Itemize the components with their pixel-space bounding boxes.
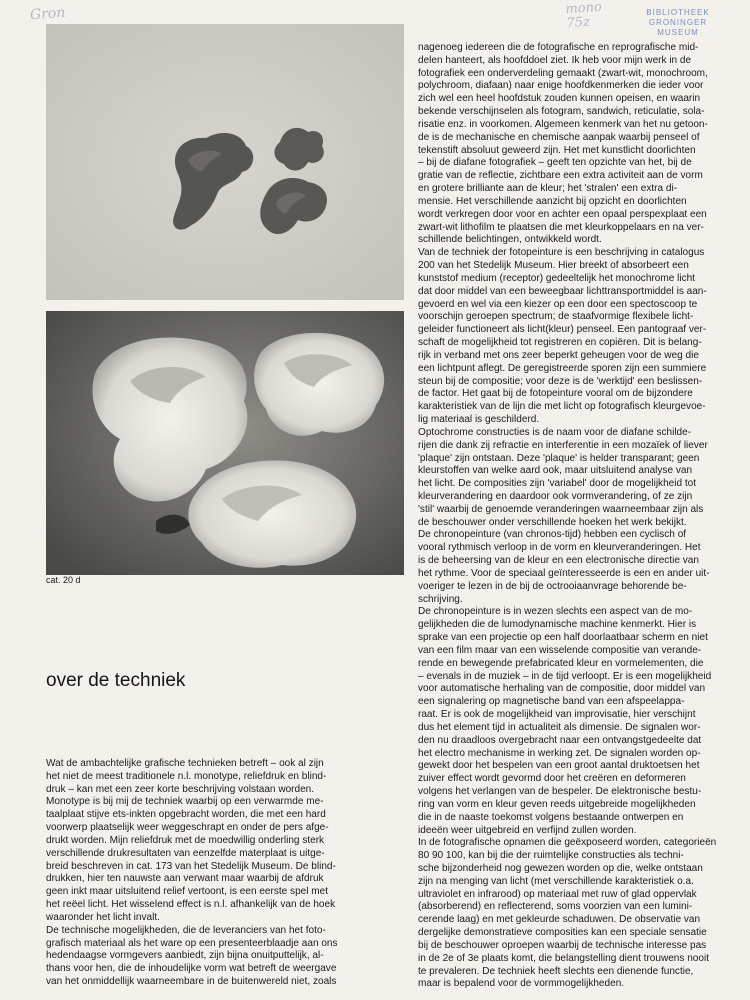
text-line: taalplaat stijve ets-inkten opgebracht worden, die met een hard — [46, 809, 326, 821]
text-line: is de beheersing van de kleur en een electronische directie van — [418, 555, 699, 567]
text-line: schaft de mogelijkheid tot registreren en copiëren. Dit is belang- — [418, 337, 702, 349]
text-line: lig materiaal is geschilderd. — [418, 414, 540, 426]
text-line: rende en bewegende prefabricated kleur en vormelementen, die — [418, 657, 704, 669]
text-line: ideeën weer uitgebreid en verfijnd zullen worden. — [418, 824, 637, 836]
text-line: – evenals in de muziek – in de tijd verloopt. Er is een mogelijkheid — [418, 670, 712, 682]
text-line: raat. Er is ook de mogelijkheid van improvisatie, hier verschijnt — [418, 709, 696, 721]
text-line: voeriger te lezen in de bij de octrooiaanvrage behorende be- — [418, 580, 687, 592]
text-line: breid beschreven in cat. 173 van het Stedelijk Museum. De blind- — [46, 860, 336, 872]
text-line: gratie van de reflectie, zichtbare een extra activiteit aan de vorm — [418, 170, 703, 182]
text-line: geleider functioneert als licht(kleur) penseel. Een pantograaf ver- — [418, 324, 707, 336]
text-line: kleurverandering en daardoor ook vormverandering, of ze zijn — [418, 490, 693, 502]
text-line: zich wel een heel hoofdstuk zouden kunnen opeisen, en waarin — [418, 93, 701, 105]
text-line: die in de naaste toekomst volgens bestaande ontwerpen en — [418, 811, 684, 823]
artwork-photo-top — [46, 24, 404, 300]
text-line: het reëel licht. Het wisselend effect is n.l. afhankelijk van de hoek — [46, 899, 336, 911]
text-line: rijen die dank zij refractie en interferentie in een mozaïek of liever — [418, 439, 708, 451]
text-line: gewekt door het bespelen van een groot aantal druktoetsen het — [418, 760, 700, 772]
text-line: het niet de meest traditionele n.l. monotype, reliefdruk en blind- — [46, 770, 327, 782]
text-line: polychroom, diafaan) naar enige hoofdkenmerken die ieder voor — [418, 80, 704, 92]
text-line: rijk in verband met ons zeer beperkt geheugen voor de weg die — [418, 349, 699, 361]
text-line: hedendaagse vormgevers aanbiedt, zijn bijna onuitputtelijk, al- — [46, 950, 324, 962]
text-line: gevoerd en wel via een kiezer op een door een spectoscoop te — [418, 298, 698, 310]
text-line: zuiver effect wordt gevormd door het creëren en deformeren — [418, 773, 686, 785]
text-line: mensie. Het verschillende aanzicht bij opzicht en doorlichten — [418, 195, 687, 207]
text-line: tekenstift absoluut geweerd zijn. Het met kunstlicht doorlichten — [418, 144, 696, 156]
text-line: steun bij de compositie; voor deze is de 'werktijd' een beslissen- — [418, 375, 703, 387]
text-line: schrijving. — [418, 593, 463, 605]
text-line: volgens het verlangen van de bespeler. De elektronische bestu- — [418, 786, 702, 798]
text-line: De chronopeinture is in wezen slechts een aspect van de mo- — [418, 606, 693, 618]
text-line: Van de techniek der fotopeinture is een beschrijving in catalogus — [418, 247, 705, 259]
text-line: nagenoeg iedereen die de fotografische en reprografische mid- — [418, 42, 699, 53]
text-line: kleurstoffen van welke aard ook, maar uitsluitend analyse van — [418, 465, 693, 477]
text-line: ultraviolet en infrarood) op materiaal met ruw of glad oppervlak — [418, 888, 697, 900]
text-line: van een film maar van een wisselende compositie van verande- — [418, 644, 702, 656]
text-line: dat door middel van een beweegbaar lichttransportmiddel is aan- — [418, 285, 707, 297]
text-line: druk – kan met een zeer korte beschrijving volstaan worden. — [46, 783, 315, 795]
text-line: 'stil' waarbij de genoemde veranderingen waarneembaar zijn als — [418, 503, 704, 515]
text-line: verschillende drukresultaten van eenzelfde materplaat is uitge- — [46, 847, 325, 859]
text-line: Optochrome constructies is de naam voor de diafane schilde- — [418, 426, 692, 438]
text-line: vooral rythmisch verloop in de vorm en kleurveranderingen. Het — [418, 542, 701, 554]
handwritten-note-line: 75z — [565, 14, 591, 32]
text-line: thans voor hen, die de inhoudelijke vorm wat betreft de weergave — [46, 963, 337, 975]
handwritten-note-line: mono — [564, 0, 603, 18]
text-line: karakteristiek van de lijn die met licht op fotografisch kleurgevoe- — [418, 401, 706, 413]
text-line: een lichtpunt aflegt. De geregistreerde sporen zijn een summiere — [418, 362, 707, 374]
text-line: 80 90 100, kan bij die der ruimtelijke constructies als techni- — [418, 850, 684, 862]
text-line: bekende verschijnselen als fotogram, sandwich, reticulatie, sola- — [418, 106, 705, 118]
text-line: wordt verkregen door voor en achter een opaal perspexplaat een — [418, 208, 707, 220]
text-line: de is de mechanische en chemische aanpak waarbij penseel of — [418, 131, 700, 143]
text-line: de factor. Het gaat bij de fotopeinture vooral om de bijzondere — [418, 388, 693, 400]
text-line: – bij de diafane fotografiek – geeft ten opzichte van het, bij de — [418, 157, 692, 169]
text-line: gelijkheden die de lumodynamische machine kenmerkt. Hier is — [418, 619, 697, 631]
text-line: drukken, hier ten nauwste aan verwant maar waarbij de afdruk — [46, 873, 324, 885]
text-line: en grotere brilliante aan de kleur; het 'stralen' een extra di- — [418, 183, 678, 195]
text-line: Wat de ambachtelijke grafische technieken betreft – ook al zijn — [46, 758, 324, 769]
text-line: het electro mechanisme in werking zet. De signalen worden op- — [418, 747, 701, 759]
text-line: het rythme. Voor de speciaal geïnteresseerde is een en ander uit- — [418, 567, 710, 579]
text-line: drukt worden. Mijn reliefdruk met de moedwillig onderling sterk — [46, 834, 325, 846]
text-line: te prevaleren. De techniek heeft slechts een dienende functie, — [418, 965, 694, 977]
text-line: fotografiek een onderverdeling gemaakt (zwart-wit, monochroom, — [418, 67, 708, 79]
text-line: dus het element tijd in actualiteit als dimensie. De signalen wor- — [418, 721, 701, 733]
text-line: ring van vorm en kleur geven reeds uitgebreide mogelijkheden — [418, 798, 696, 810]
text-line: waaronder het licht invalt. — [46, 911, 160, 923]
text-line: cerende laag) en met gekleurde schaduwen. De observatie van — [418, 914, 701, 926]
text-line: delen hanteert, als hoofddoel ziet. Ik heb voor mijn werk in de — [418, 54, 692, 66]
luminous-forms-image — [46, 311, 404, 575]
text-line: schillende belichtingen, ontwikkeld wordt. — [418, 234, 602, 246]
handwritten-note-left: Gron — [29, 4, 66, 24]
text-line: voor automatische herhaling van de compositie, door middel van — [418, 683, 706, 695]
text-line: de beschouwer onder verschillende hoeken het werk bekijkt. — [418, 516, 687, 528]
figure-caption: cat. 20 d — [46, 575, 81, 585]
text-line: den nu draadloos overgebracht naar een ontvangstgedeelte dat — [418, 734, 702, 746]
text-line: voorschijn geroepen spectrum; de staafvormige flexibele licht- — [418, 311, 694, 323]
text-line: Monotype is bij mij de techniek waarbij op een verwarmde me- — [46, 796, 324, 808]
text-line: 200 van het Stedelijk Museum. Hier breekt of absorbeert een — [418, 260, 689, 272]
text-line: geen inkt maar uitsluitend relief vertoont, is een eerste spel met — [46, 886, 329, 898]
text-line: voorwerp plaatselijk weer weggeschrapt en onder de pers afge- — [46, 822, 329, 834]
text-line: kunststof medium (receptor) gedeeltelijk het monochrome licht — [418, 272, 695, 284]
text-line: van het onmiddellijk waarneembare in de buitenwereld niet, zoals — [46, 976, 337, 988]
text-line: grafisch materiaal als het ware op een presenteerblaadje aan ons — [46, 937, 338, 949]
body-text-left-column — [46, 758, 402, 989]
handwritten-note-right — [565, 1, 603, 31]
text-line: sche bijzonderheid nog gewezen worden op die, welke ontstaan — [418, 863, 703, 874]
stamp-line: BIBLIOTHEEK — [646, 8, 710, 17]
text-line: het licht. De composities zijn 'variabel' door de mogelijkheid tot — [418, 478, 697, 490]
text-line: sprake van een projectie op een half doorlaatbaar scherm en niet — [418, 632, 708, 644]
text-line: zijn na menging van licht (met verschillende karakteristiek o.a. — [418, 875, 694, 887]
text-line: dergelijke demonstratieve composities kan een speciale sensatie — [418, 927, 707, 939]
text-line: In de fotografische opnamen die geëxposeerd worden, categorieën — [418, 837, 717, 849]
text-line: in de 2e of 3e plaats komt, die belangstelling dient trouwens nooit — [418, 952, 709, 964]
text-line: 'plaque' zijn ontstaan. Deze 'plaque' is helder transparant; geen — [418, 452, 700, 464]
text-line: een signalering op magnetische band van een afspeelappa- — [418, 696, 685, 708]
text-line: (absorberend) en reflecterend, soms voorzien van een lumini- — [418, 901, 693, 913]
abstract-blobs-image — [46, 24, 404, 300]
text-line: zwart-wit lithofilm te plaatsen die met kleurkoppelaars en na ver- — [418, 221, 704, 233]
text-line: De technische mogelijkheden, die de leveranciers van het foto- — [46, 924, 326, 936]
stamp-line: GRONINGER MUSEUM — [648, 18, 708, 37]
text-line: risatie enz. in voorkomen. Algemeen kenmerk van het nu getoon- — [418, 118, 708, 130]
library-stamp — [632, 8, 724, 38]
text-line: bij de beschouwer oproepen waarbij de technische interesse pas — [418, 939, 707, 951]
text-line: De chronopeinture (van chronos-tijd) hebben een cyclisch of — [418, 529, 687, 541]
artwork-photo-bottom — [46, 311, 404, 575]
text-line: maar is bepalend voor de vormmogelijkheden. — [418, 978, 625, 990]
body-text-right-column — [418, 42, 736, 991]
section-heading: over de techniek — [46, 670, 186, 691]
